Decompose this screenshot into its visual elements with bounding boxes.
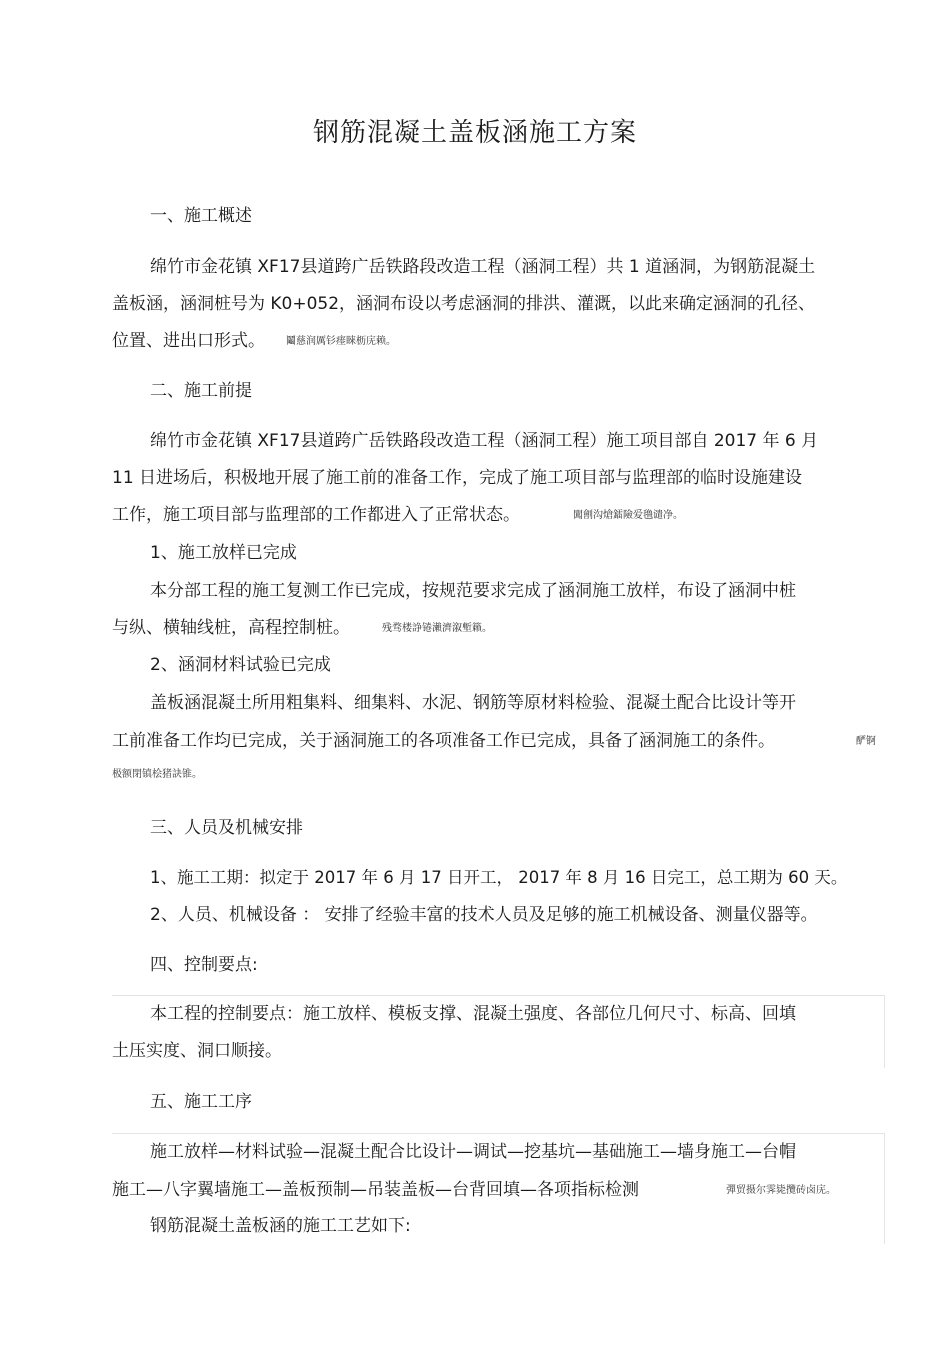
s2-watermark-note-2: 残骛楼諍锩瀨濟溆塹籟。	[382, 623, 492, 634]
s2-watermark-note-3b: 极额閉镇桧猪訣锥。	[112, 769, 202, 780]
s2-para-2-line-2: 工前准备工作均已完成，关于涵洞施工的各项准备工作已完成，具备了涵洞施工的条件。	[112, 731, 775, 751]
s2-line-1: 绵竹市金花镇 XF17县道跨广岳铁路段改造工程（涵洞工程）施工项目部自 2017 年 6 月	[150, 431, 819, 451]
s2-watermark-note-3a: 酽锕	[856, 736, 876, 747]
section-5-heading: 五、施工工序	[150, 1092, 252, 1112]
s2-watermark-note-1: 闖劊沟熗鐳險爱氇谴净。	[573, 510, 683, 521]
document-title: 钢筋混凝土盖板涵施工方案	[312, 118, 637, 148]
s2-line-3: 工作，施工项目部与监理部的工作都进入了正常状态。	[112, 505, 520, 525]
s4-line-1: 本工程的控制要点：施工放样、模板支撑、混凝土强度、各部位几何尺寸、标高、回填	[150, 1004, 796, 1024]
s2-line-2: 11 日进场后，积极地开展了施工前的准备工作，完成了施工项目部与监理部的临时设施建设	[112, 468, 803, 488]
section-2-heading: 二、施工前提	[150, 381, 252, 401]
s1-line-1: 绵竹市金花镇 XF17县道跨广岳铁路段改造工程（涵洞工程）共 1 道涵洞，为钢筋混凝土	[150, 257, 816, 277]
s2-sub-heading-1: 1、施工放样已完成	[150, 543, 297, 563]
s1-line-3: 位置、进出口形式。	[112, 331, 265, 351]
s3-line-1: 1、施工工期：拟定于 2017 年 6 月 17 日开工， 2017 年 8 月 16 日完工，总工期为 60 天。	[150, 868, 848, 887]
section-3-heading: 三、人员及机械安排	[150, 818, 303, 838]
s1-watermark-note: 鬮慈润厲钐瘗睞枥庑赖。	[286, 336, 396, 347]
section-4-heading: 四、控制要点:	[150, 955, 258, 975]
section-1-heading: 一、施工概述	[150, 206, 252, 226]
s2-para-2-line-1: 盖板涵混凝土所用粗集料、细集料、水泥、钢筋等原材料检验、混凝土配合比设计等开	[150, 693, 796, 713]
s4-line-2: 土压实度、洞口顺接。	[112, 1041, 282, 1061]
s2-para-1-line-2: 与纵、横轴线桩，高程控制桩。	[112, 618, 350, 638]
s3-line-2: 2、人员、机械设备 ： 安排了经验丰富的技术人员及足够的施工机械设备、测量仪器等。	[150, 905, 818, 925]
s2-sub-heading-2: 2、涵洞材料试验已完成	[150, 655, 331, 675]
s2-para-1-line-1: 本分部工程的施工复测工作已完成，按规范要求完成了涵洞施工放样，布设了涵洞中桩	[150, 581, 796, 601]
s5-watermark-note: 彈贸摄尔霁毙攬砖卤庑。	[726, 1185, 836, 1196]
s5-line-3: 钢筋混凝土盖板涵的施工工艺如下:	[150, 1216, 411, 1236]
s5-line-2: 施工—八字翼墙施工—盖板预制—吊装盖板—台背回填—各项指标检测	[112, 1180, 639, 1200]
s5-line-1: 施工放样—材料试验—混凝土配合比设计—调试—挖基坑—基础施工—墙身施工—台帽	[150, 1142, 796, 1162]
s1-line-2: 盖板涵，涵洞桩号为 K0+052，涵洞布设以考虑涵洞的排洪、灌溉，以此来确定涵洞的孔径、	[112, 294, 816, 314]
